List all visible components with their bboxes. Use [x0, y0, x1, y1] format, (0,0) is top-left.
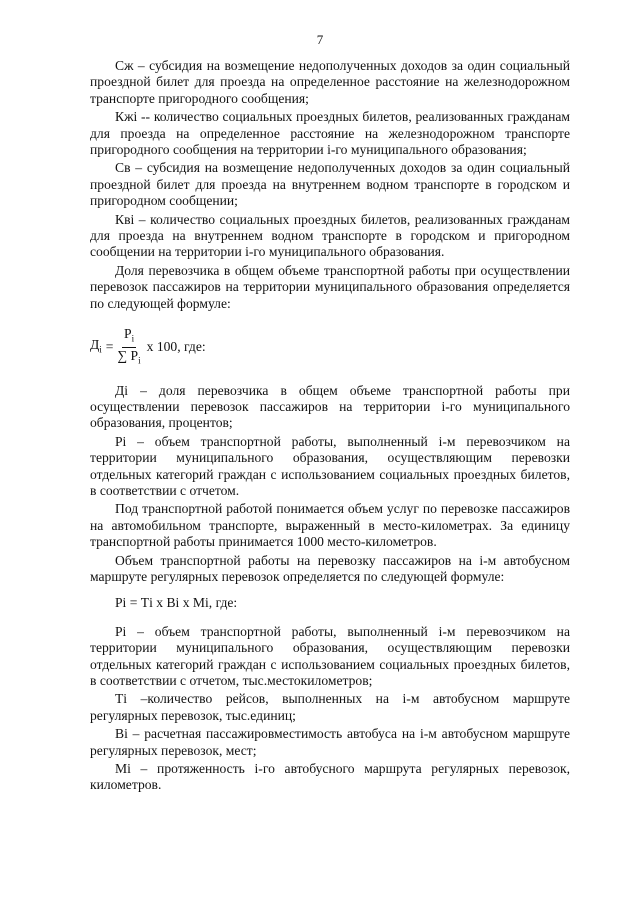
paragraph-pi-volume: Рi – объем транспортной работы, выполненный i-м перевозчиком на территории муниципального образования, осуществляющим перевозки отдельных категорий граждан с использованием социальных проездных билетов, в соответствии с отчетом, тыс.местокилометров;	[90, 623, 570, 689]
paragraph-sv: Св – субсидия на возмещение недополученных доходов за один социальный проездной билет для проезда на внутреннем водном транспорте в городском и пригородном сообщении;	[90, 160, 570, 209]
formula-numerator: $Р_i$	[122, 326, 136, 348]
paragraph-ti: Тi –количество рейсов, выполненных на i-м автобусном маршруте регулярных перевозок, тыс.единиц;	[90, 691, 570, 723]
paragraph-pi-definition: Рi – объем транспортной работы, выполненный i-м перевозчиком на территории муниципального образования, осуществляющим перевозки отдельных категорий граждан с использованием социальных проездных билетов, в соответствии с отчетом.	[90, 433, 570, 498]
page-number: 7	[316, 32, 324, 47]
formula-denominator: ∑ $Р_i$	[117, 347, 141, 366]
paragraph-volume-intro: Объем транспортной работы на перевозку пассажиров на i-м автобусном маршруте регулярных перевозок определяется по следующей формуле:	[90, 552, 570, 584]
paragraph-vi: Вi – расчетная пассажировместимость автобуса на i-м автобусном маршруте регулярных перевозок, мест;	[90, 726, 570, 758]
formula-fraction	[117, 326, 140, 368]
document-body	[90, 58, 570, 796]
paragraph-transport-work: Под транспортной работой понимается объем услуг по перевозке пассажиров на автомобильном транспорте, выраженный в место-километрах. За единицу транспортной работы принимается 1000 место-километров.	[90, 501, 570, 550]
paragraph-kv: Кві – количество социальных проездных билетов, реализованных гражданам для проезда на внутреннем водном транспорте в городском и пригородном сообщении на территории i-го муниципального образования.	[90, 211, 570, 260]
paragraph-szh: Сж – субсидия на возмещение недополученных доходов за один социальный проездной билет для проезда на определенное расстояние на железнодорожном транспорте пригородного сообщения;	[90, 58, 570, 106]
share-formula	[90, 326, 570, 368]
paragraph-kzh: Кжi -- количество социальных проездных билетов, реализованных гражданам для проезда на определенное расстояние на железнодорожном транспорте пригородного сообщения на территории i-го муниципального образования;	[90, 109, 570, 158]
volume-formula: Рi = Тi x Вi x Мi, где:	[115, 595, 238, 611]
paragraph-mi: Мi – протяженность i-го автобусного маршрута регулярных перевозок, километров.	[90, 761, 570, 793]
formula-equals: =	[105, 339, 114, 355]
paragraph-share-intro: Доля перевозчика в общем объеме транспортной работы при осуществлении перевозок пассажиров на территории муниципального образования определяется по следующей формуле:	[90, 262, 570, 311]
formula-lhs: $Д_i$	[90, 336, 102, 355]
paragraph-di-definition: Дi – доля перевозчика в общем объеме транспортной работы при осуществлении перевозок пассажиров на территории i-го муниципального образования, процентов;	[90, 382, 570, 431]
formula-tail: x 100, где:	[146, 339, 206, 355]
